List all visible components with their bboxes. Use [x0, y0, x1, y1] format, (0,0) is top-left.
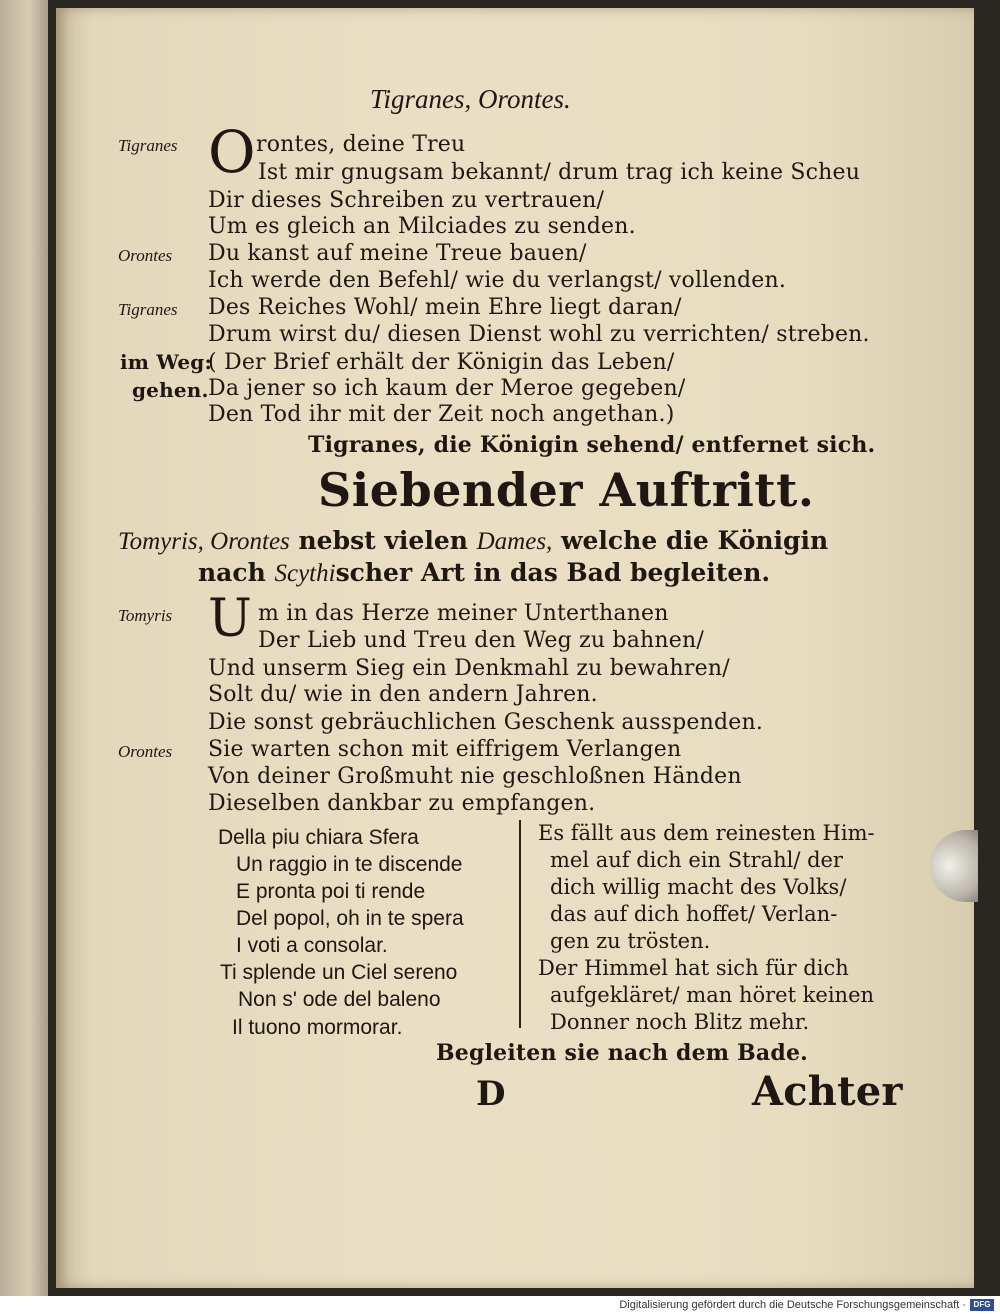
- running-header: Tigranes, Orontes.: [370, 84, 571, 114]
- verse-line: Von deiner Großmuht nie geschloßnen Händen: [208, 764, 742, 789]
- stage-direction: Tigranes, die Königin sehend/ entfernet sich.: [308, 432, 876, 458]
- italian-line: Il tuono mormorar.: [232, 1016, 403, 1039]
- verse-line: Ich werde den Befehl/ wie du verlangst/ vollenden.: [208, 268, 787, 293]
- subtitle-text: scher Art in das Bad begleiten.: [335, 558, 771, 587]
- facing-page-edge: [0, 0, 48, 1296]
- german-line: dich willig macht des Volks/: [550, 875, 847, 899]
- speaker-label: Tomyris: [118, 606, 173, 625]
- verse-line: Dir dieses Schreiben zu vertrauen/: [208, 188, 605, 213]
- verse-line: Und unserm Sieg ein Denkmahl zu bewahren/: [208, 656, 730, 681]
- verse-line: Dieselben dankbar zu empfangen.: [208, 791, 596, 816]
- verse-line: Den Tod ihr mit der Zeit noch angethan.): [208, 402, 675, 427]
- closing-stage-direction: Begleiten sie nach dem Bade.: [436, 1040, 809, 1066]
- verse-line: rontes, deine Treu: [256, 132, 466, 157]
- italian-line: Della piu chiara Sfera: [218, 826, 419, 849]
- speaker-label: Tigranes: [118, 136, 178, 155]
- dfg-logo: DFG: [970, 1299, 994, 1311]
- subtitle-names: Scythi: [274, 560, 336, 587]
- subtitle-text: welche die Königin: [552, 526, 829, 555]
- italian-line: Del popol, oh in te spera: [236, 907, 464, 930]
- italian-line: E pronta poi ti rende: [236, 880, 426, 903]
- stage-margin-note: gehen.: [132, 378, 209, 402]
- verse-line: Der Lieb und Treu den Weg zu bahnen/: [258, 628, 704, 653]
- scene-title: Siebender Auftritt.: [318, 463, 815, 517]
- subtitle-text: nach: [198, 558, 275, 587]
- catchword: Achter: [752, 1068, 903, 1115]
- verse-line: ( Der Brief erhält der Königin das Leben/: [208, 350, 675, 375]
- funding-credit: Digitalisierung gefördert durch die Deutsche Forschungsgemeinschaft ·: [619, 1299, 966, 1311]
- german-line: mel auf dich ein Strahl/ der: [550, 848, 843, 872]
- italian-line: Non s' ode del baleno: [238, 988, 441, 1011]
- german-line: gen zu trösten.: [550, 929, 711, 953]
- verse-line: Da jener so ich kaum der Meroe gegeben/: [208, 376, 686, 401]
- italian-line: I voti a consolar.: [236, 934, 388, 957]
- verse-line: Um es gleich an Milciades zu senden.: [208, 214, 636, 239]
- column-divider: [519, 820, 521, 1028]
- italian-line: Ti splende un Ciel sereno: [220, 961, 458, 984]
- german-line: das auf dich hoffet/ Verlan-: [550, 902, 838, 926]
- book-page: [56, 8, 974, 1288]
- verse-line: Die sonst gebräuchlichen Geschenk ausspenden.: [208, 710, 764, 735]
- subtitle-names: Tomyris, Orontes: [118, 528, 290, 555]
- verse-line: Solt du/ wie in den andern Jahren.: [208, 682, 598, 707]
- german-line: aufgekläret/ man höret keinen: [550, 983, 875, 1007]
- verse-line: m in das Herze meiner Unterthanen: [258, 601, 669, 626]
- subtitle-names: Dames,: [476, 528, 553, 555]
- drop-initial: U: [208, 589, 252, 649]
- speaker-label: Tigranes: [118, 300, 178, 319]
- verse-line: Ist mir gnugsam bekannt/ drum trag ich keine Scheu: [258, 160, 861, 185]
- subtitle-text: nebst vielen: [289, 526, 477, 555]
- italian-line: Un raggio in te discende: [236, 853, 463, 876]
- verse-line: Sie warten schon mit eiffrigem Verlangen: [208, 737, 682, 762]
- speaker-label: Orontes: [118, 742, 173, 761]
- german-line: Der Himmel hat sich für dich: [538, 956, 849, 980]
- stage-margin-note: im Weg:: [120, 350, 213, 374]
- verse-line: Du kanst auf meine Treue bauen/: [208, 241, 587, 266]
- drop-initial: O: [208, 118, 256, 186]
- verse-line: Des Reiches Wohl/ mein Ehre liegt daran/: [208, 295, 682, 320]
- verse-line: Drum wirst du/ diesen Dienst wohl zu verrichten/ streben.: [208, 322, 870, 347]
- german-line: Donner noch Blitz mehr.: [550, 1010, 810, 1034]
- speaker-label: Orontes: [118, 246, 173, 265]
- signature-mark: D: [476, 1074, 506, 1114]
- german-line: Es fällt aus dem reinesten Him-: [538, 821, 875, 845]
